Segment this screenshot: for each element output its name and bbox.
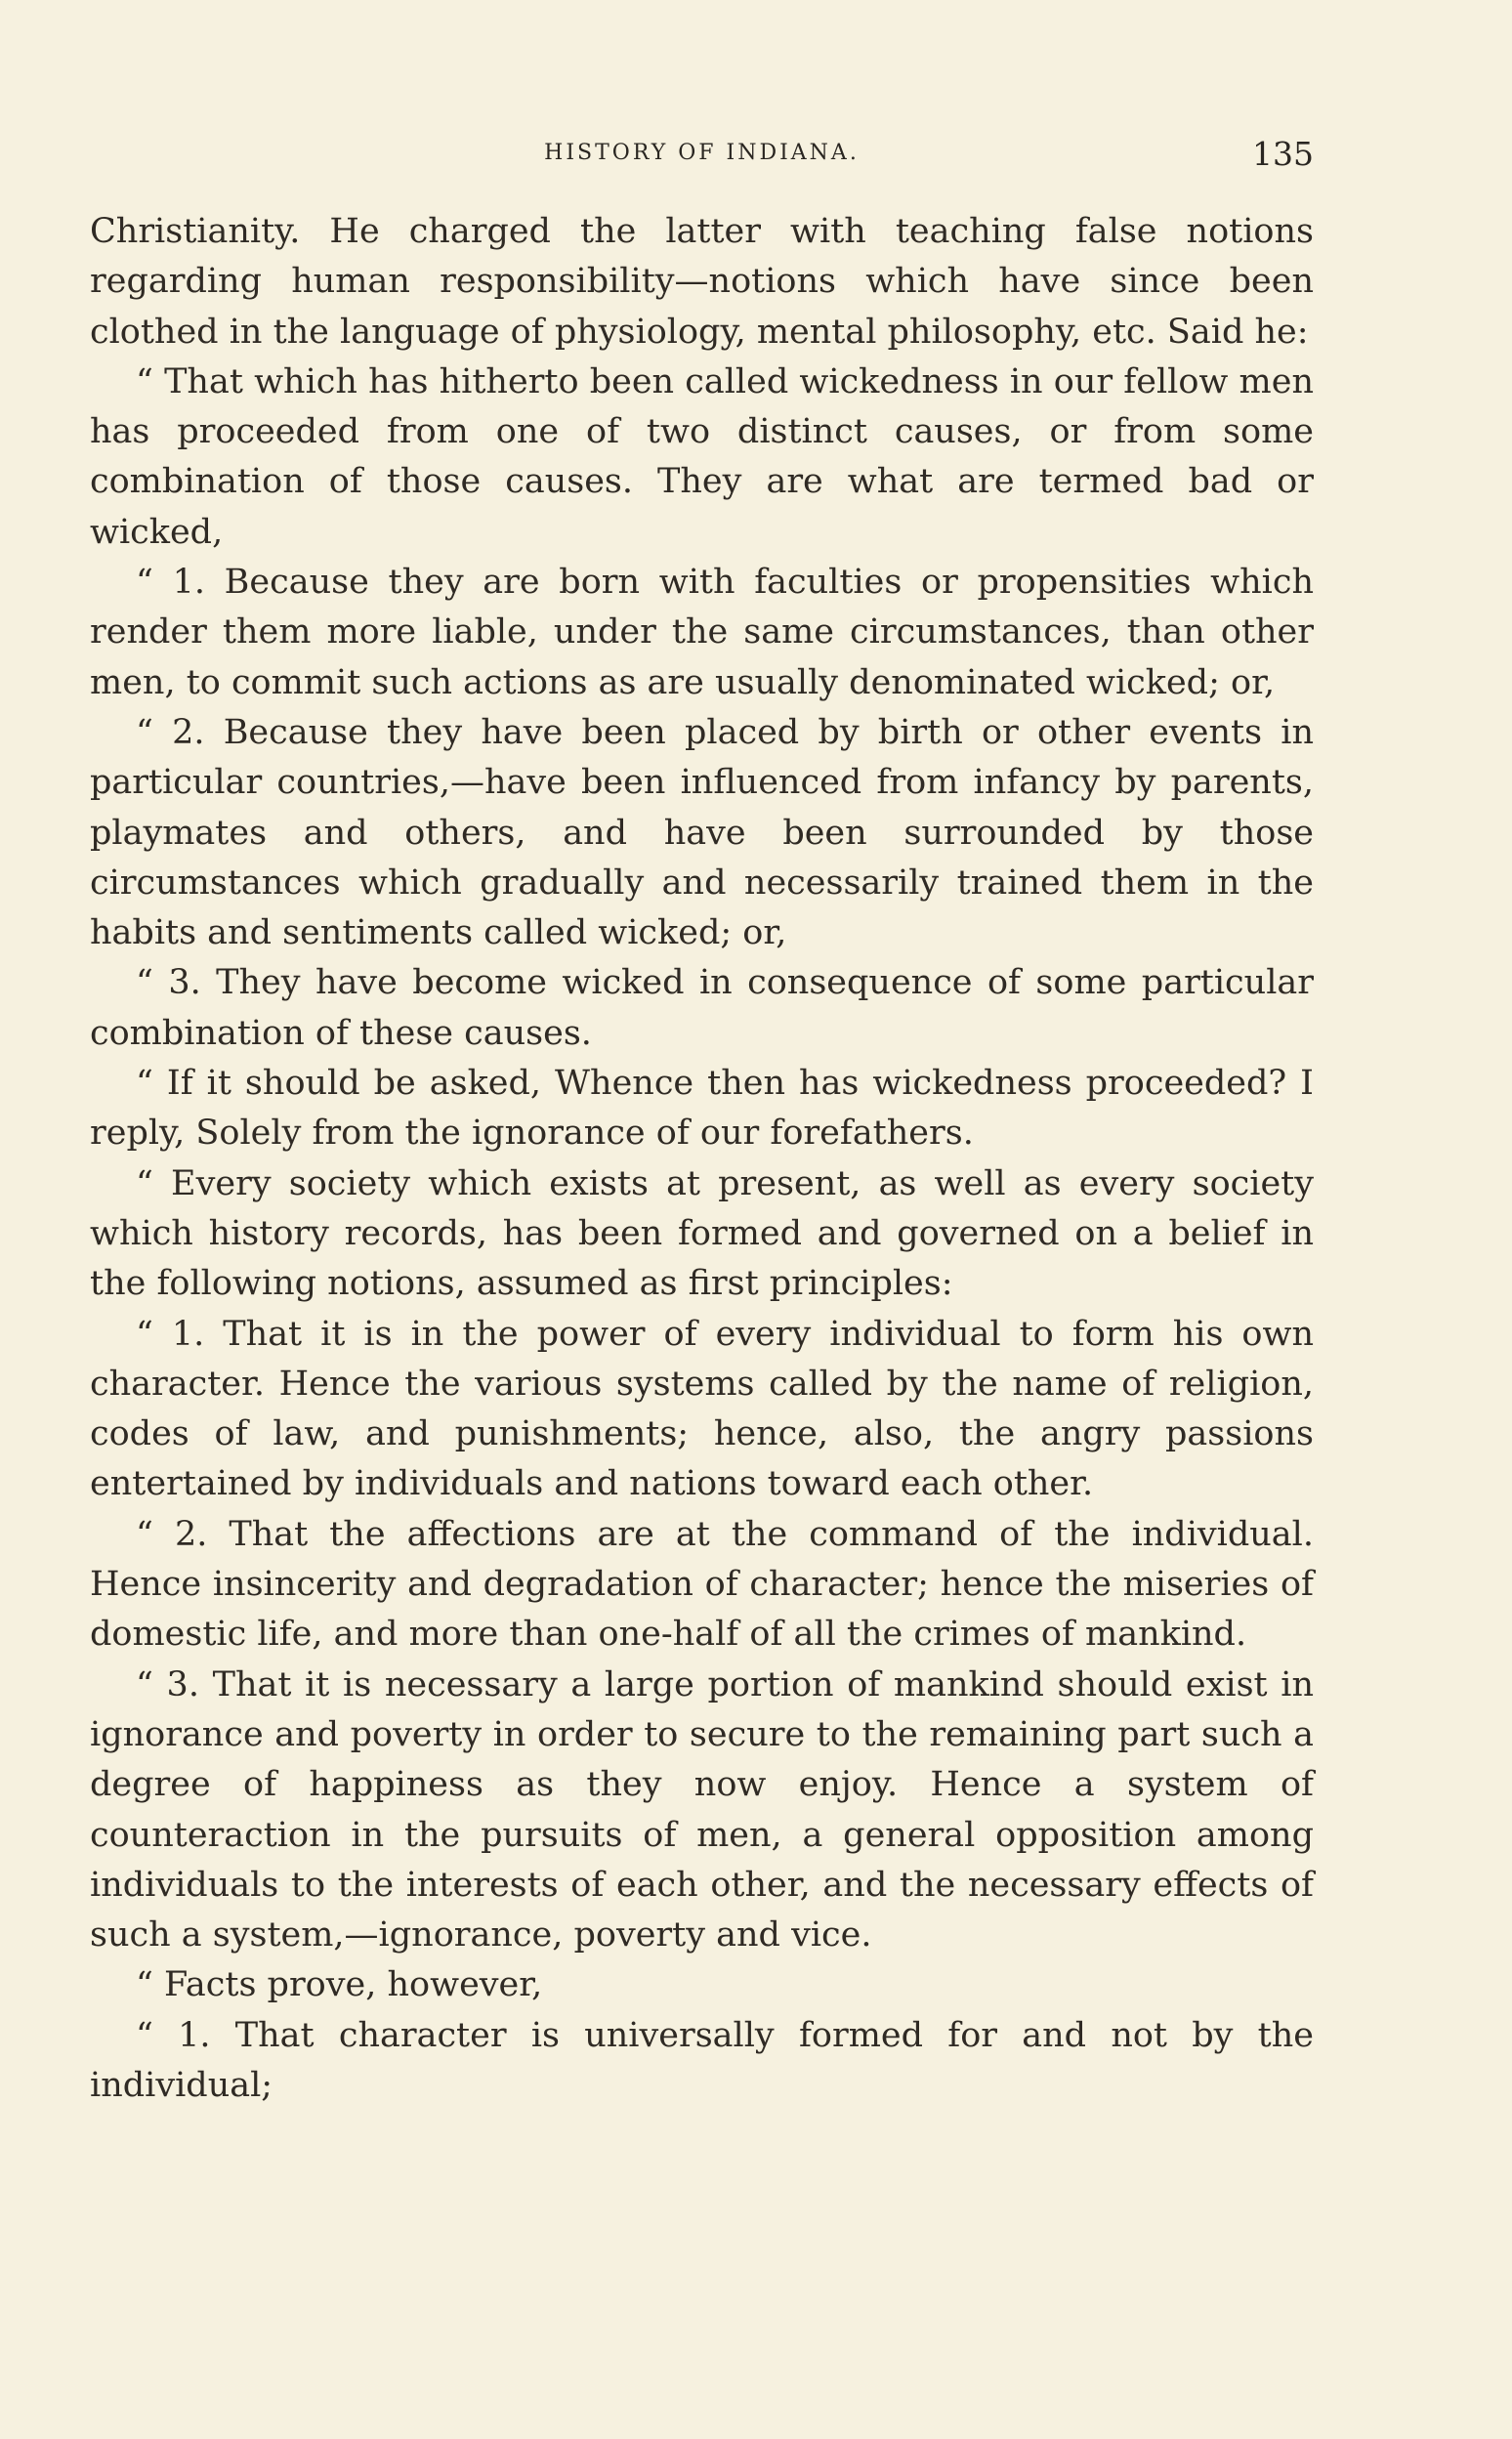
paragraph: “ 3. That it is necessary a large portion of mankind should exist in ignorance and poverty in order to secure to the remaining part such a degree of happiness as they now enjoy. Hence a system of counteraction in the pursuits of men, a general opposition among individuals to the interests of each other, and the necessary effects of such a system,—ignorance, poverty and vice. (90, 1664, 1314, 1955)
page-header (90, 135, 1314, 174)
paragraph: “ 1. That it is in the power of every individual to form his own character. Hence the various systems called by the name of religion, codes of law, and punishments; hence, also, the angry passions entertained by individuals and nations toward each other. (90, 1314, 1314, 1504)
paragraph: “ Facts prove, however, (136, 1965, 543, 2005)
page-number: 135 (1252, 135, 1314, 173)
paragraph: “ If it should be asked, Whence then has wickedness proceeded? I reply, Solely from the ignorance of our forefathers. (90, 1064, 1314, 1154)
paragraph: Christianity. He charged the latter with teaching false notions regarding human responsibility—notions which have since been clothed in the language of physiology, mental philosophy, etc. Said he: (90, 212, 1314, 352)
paragraph: “ Every society which exists at present, as well as every society which history records, has been formed and governed on a belief in the following notions, assumed as first principles: (90, 1163, 1314, 1304)
paragraph: “ 3. They have become wicked in consequence of some particular combination of these causes. (90, 963, 1314, 1053)
running-title: HISTORY OF INDIANA. (544, 141, 860, 165)
body-text (90, 207, 1314, 2111)
paragraph: “ 2. Because they have been placed by birth or other events in particular countries,—have been influenced from infancy by parents, playmates and others, and have been surrounded by those circumstances which gradually and necessarily trained them in the habits and sentiments called wicked; or, (90, 712, 1314, 953)
paragraph: “ 2. That the affections are at the command of the individual. Hence insincerity and degradation of character; hence the miseries of domestic life, and more than one-half of all the crimes of mankind. (90, 1514, 1314, 1655)
paragraph: “ 1. Because they are born with faculties or propensities which render them more liable, under the same circumstances, than other men, to commit such actions as are usually denominated wicked; or, (90, 563, 1314, 702)
paragraph: “ That which has hitherto been called wickedness in our fellow men has proceeded from one of two distinct causes, or from some combination of those causes. They are what are termed bad or wicked, (90, 361, 1314, 552)
paragraph: “ 1. That character is universally formed for and not by the individual; (90, 2015, 1314, 2105)
